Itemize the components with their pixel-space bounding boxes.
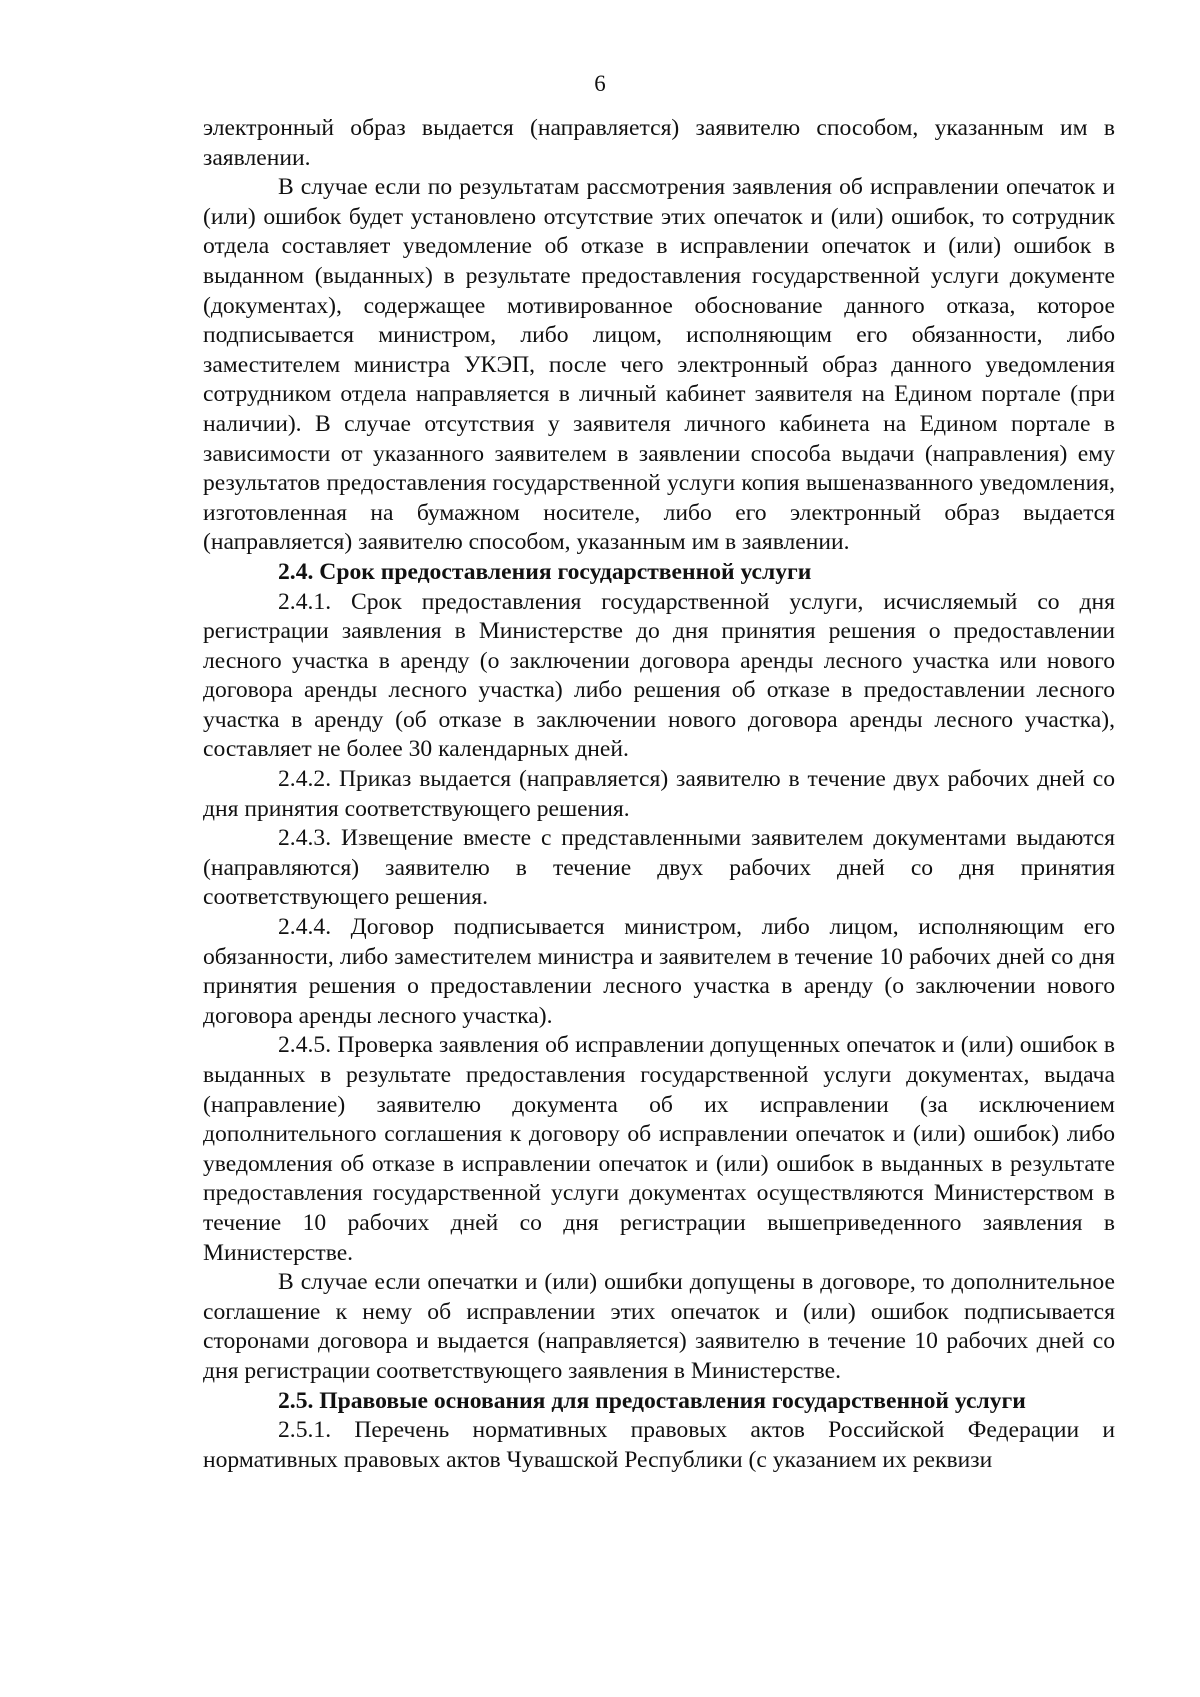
paragraph-2-4-3: 2.4.3. Извещение вместе с представленными заявителем документами выдаются (направляются) заявителю в течение двух рабочих дней со дня принятия соответствующего решения. (203, 825, 1115, 911)
paragraph-refusal-notice: В случае если по результатам рассмотрения заявления об исправлении опечаток и (или) ошибок будет установлено отсутствие этих опечаток и (или) ошибок, то сотрудник отдела составляет уведомление об отказе в исправлении опечаток и (или) ошибок в выданном (выданных) в результате предоставления государственной услуги документе (документах), содержащее мотивированное обоснование данного отказа, которое подписывается министром, либо лицом, исполняющим его обязанности, либо заместителем министра УКЭП, после чего электронный образ данного уведомления сотрудником отдела направляется в личный кабинет заявителя на Едином портале (при наличии). В случае отсутствия у заявителя личного кабинета на Едином портале в зависимости от указанного заявителем в заявлении способа выдачи (направления) ему результатов предоставления государственной услуги копия вышеназванного уведомления, изготовленная на бумажном носителе, либо его электронный образ выдается (направляется) заявителю способом, указанным им в заявлении. (203, 174, 1115, 556)
paragraph-continuation: электронный образ выдается (направляется) заявителю способом, указанным им в заявлении. (203, 115, 1115, 171)
document-body (203, 114, 1115, 1475)
section-heading-2-4: 2.4. Срок предоставления государственной услуги (278, 558, 812, 585)
paragraph-2-4-4: 2.4.4. Договор подписывается министром, либо лицом, исполняющим его обязанности, либо заместителем министра и заявителем в течение 10 рабочих дней со дня принятия решения о предоставлении лесного участка в аренду (о заключении нового договора аренды лесного участка). (203, 914, 1115, 1029)
paragraph-contract-errors: В случае если опечатки и (или) ошибки допущены в договоре, то дополнительное соглашение к нему об исправлении этих опечаток и (или) ошибок подписывается сторонами договора и выдается (направляется) заявителю в течение 10 рабочих дней со дня регистрации соответствующего заявления в Министерстве. (203, 1269, 1115, 1384)
paragraph-2-4-2: 2.4.2. Приказ выдается (направляется) заявителю в течение двух рабочих дней со дня принятия соответствующего решения. (203, 766, 1115, 822)
section-heading-2-5: 2.5. Правовые основания для предоставления государственной услуги (278, 1387, 1026, 1414)
paragraph-2-4-5: 2.4.5. Проверка заявления об исправлении допущенных опечаток и (или) ошибок в выданных в результате предоставления государственной услуги документах, выдача (направление) заявителю документа об их исправлении (за исключением дополнительного соглашения к договору об исправлении опечаток и (или) ошибок) либо уведомления об отказе в исправлении опечаток и (или) ошибок в выданных в результате предоставления государственной услуги документах осуществляются Министерством в течение 10 рабочих дней со дня регистрации вышеприведенного заявления в Министерстве. (203, 1032, 1115, 1266)
paragraph-2-5-1: 2.5.1. Перечень нормативных правовых актов Российской Федерации и нормативных правовых актов Чувашской Республики (с указанием их реквизи (203, 1417, 1115, 1473)
page-number: 6 (594, 71, 606, 96)
paragraph-2-4-1: 2.4.1. Срок предоставления государственной услуги, исчисляемый со дня регистрации заявления в Министерстве до дня принятия решения о предоставлении лесного участка в аренду (о заключении договора аренды лесного участка или нового договора аренды лесного участка) либо решения об отказе в предоставлении лесного участка в аренду (об отказе в заключении нового договора аренды лесного участка), составляет не более 30 календарных дней. (203, 588, 1115, 763)
